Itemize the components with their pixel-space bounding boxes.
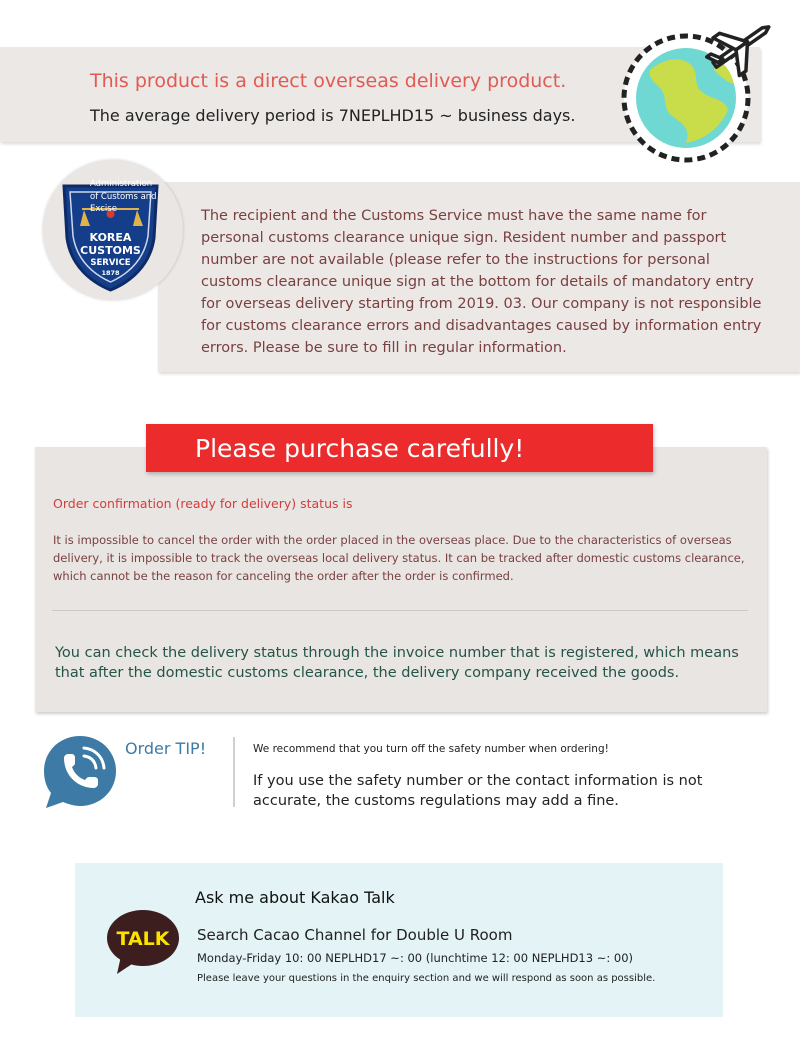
kakao-logo-text: TALK: [116, 928, 170, 950]
kakao-search-text: Search Cacao Channel for Double U Room: [197, 926, 513, 944]
badge-line1: KOREA: [89, 231, 132, 244]
customs-logo-text: Administration of Customs and Excise: [90, 179, 157, 214]
tip-recommendation: We recommend that you turn off the safety number when ordering!: [253, 743, 609, 755]
badge-year: 1878: [101, 269, 120, 277]
tip-divider: [233, 737, 235, 807]
globe-airplane-icon: [616, 18, 776, 168]
badge-line3: SERVICE: [90, 258, 131, 268]
kakao-talk-logo: [105, 908, 181, 978]
order-status-heading: Order confirmation (ready for delivery) status is: [53, 496, 353, 511]
tip-warning: If you use the safety number or the contact information is not accurate, the customs regulations may add a fine.: [253, 773, 703, 809]
customs-notice-text: The recipient and the Customs Service must have the same name for personal customs clearance unique sign. Resident number and passport number are not available (please refer to the instructions for personal customs clearance unique sign at the bottom for details of mandatory entry for overseas delivery starting from 2019. 03. Our company is not responsible for customs clearance errors and disadvantages caused by information entry errors. Please be sure to fill in regular information.: [201, 208, 762, 356]
order-status-body: It is impossible to cancel the order with the order placed in the overseas place. Due to the characteristics of overseas delivery, it is impossible to track the overseas local delivery status. It can be tracked after domestic customs clearance, which cannot be the reason for canceling the order after the order is confirmed.: [53, 533, 745, 583]
section-divider: [52, 610, 748, 611]
kakao-hours: Monday-Friday 10: 00 NEPLHD17 ~: 00 (lunchtime 12: 00 NEPLHD13 ~: 00): [197, 951, 634, 965]
phone-chat-icon: [42, 734, 118, 810]
order-tip-title: Order TIP!: [125, 739, 207, 758]
badge-line2: CUSTOMS: [80, 244, 141, 257]
purchase-warning-title: Please purchase carefully!: [195, 434, 525, 463]
kakao-note: Please leave your questions in the enquiry section and we will respond as soon as possible.: [197, 973, 656, 984]
notice-title: This product is a direct overseas delivery product.: [90, 70, 567, 92]
tracking-info-text: You can check the delivery status through the invoice number that is registered, which means that after the domestic customs clearance, the delivery company received the goods.: [55, 645, 739, 681]
kakao-title: Ask me about Kakao Talk: [195, 888, 395, 907]
notice-subtitle: The average delivery period is 7NEPLHD15 ~ business days.: [90, 106, 576, 125]
